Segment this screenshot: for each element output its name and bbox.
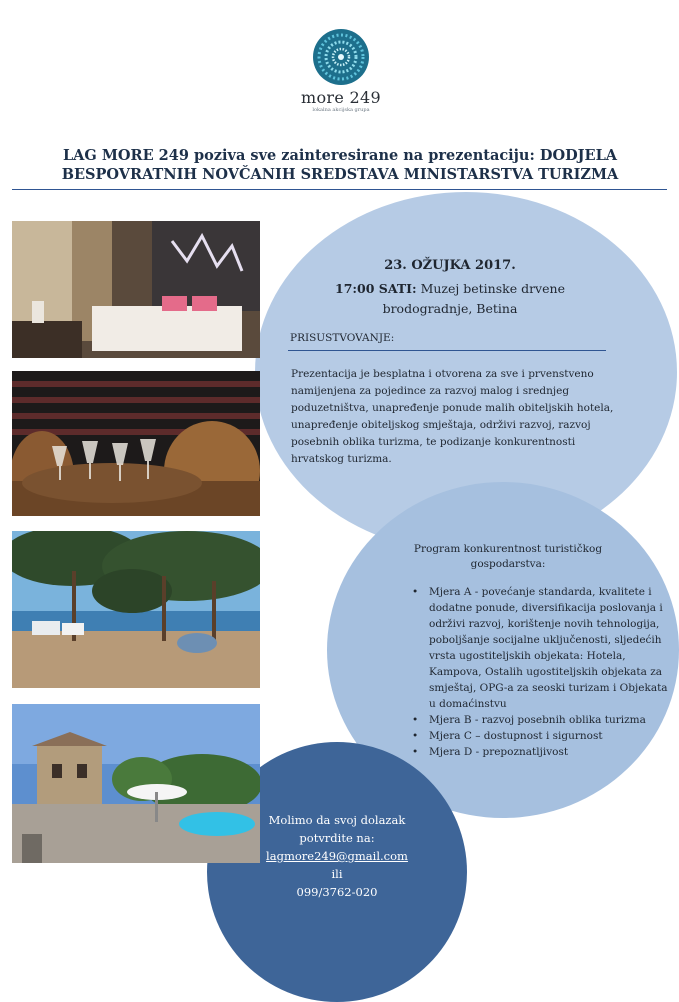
list-item: • Mjera A - povećanje standarda, kvalitete i dodatne ponude, diversifikacija poslovanja i održivi razvoj, korištenje novih tehnologija, poboljšanje socijalne uključenosti, sljedećih vrsta ugostiteljskih objekata: Hotela, Kampova, Ostalih ugostiteljskih objekata za smještaj, OPG-a za seoski turizam i Objekata u domaćinstvu <box>412 584 674 712</box>
event-location-line-2: brodogradnje, Betina <box>382 301 518 316</box>
title-line-2: BESPOVRATNIH NOVČANIH SREDSTAVA MINISTARSTVA TURIZMA <box>61 166 619 183</box>
rsvp-email-link[interactable]: lagmore249@gmail.com <box>266 849 408 863</box>
camping-photo <box>12 531 260 688</box>
title-divider <box>12 189 667 190</box>
program-list <box>412 584 674 760</box>
rsvp-line-1: Molimo da svoj dolazak <box>268 813 406 827</box>
villa-pool-photo <box>12 704 260 863</box>
rsvp-line-2: potvrdite na: <box>299 831 375 845</box>
attendance-divider <box>288 350 606 351</box>
title-line-1: LAG MORE 249 poziva sve zainteresirane na prezentaciju: DODJELA <box>62 147 618 164</box>
attendance-text: Prezentacija je besplatna i otvorena za sve i prvenstveno namijenjena za pojedince za razvoj malog i srednjeg poduzetništva, unapređenje ponude malih obiteljskih hotela, unapređenje obiteljskog smještaja, održivi razvoj, razvoj posebnih oblika turizma, te podizanje konkurentnosti hrvatskog turizma. <box>291 368 614 465</box>
event-location <box>300 279 600 319</box>
logo-subtitle: lokalna akcijska grupa <box>312 107 370 113</box>
list-item: • Mjera D - prepoznatljivost <box>412 744 674 760</box>
event-location-line-1: Muzej betinske drvene <box>416 281 565 296</box>
rsvp-or: ili <box>331 867 343 881</box>
wine-cellar-photo <box>12 371 260 516</box>
event-time: 17:00 SATI: <box>335 281 417 296</box>
event-date: 23. OŽUJKA 2017. <box>384 258 516 273</box>
rsvp-phone: 099/3762-020 <box>296 885 378 899</box>
page-title <box>20 146 660 184</box>
sea-urchin-logo-icon <box>312 28 370 86</box>
logo <box>291 28 391 113</box>
program-title: Program konkurentnost turističkog gospodarstva: <box>413 543 603 570</box>
list-item: • Mjera C – dostupnost i sigurnost <box>412 728 674 744</box>
logo-name: more 249 <box>301 88 381 107</box>
list-item: • Mjera B - razvoj posebnih oblika turizma <box>412 712 674 728</box>
rsvp-block <box>232 811 442 901</box>
attendance-heading: PRISUSTVOVANJE: <box>290 332 395 344</box>
hotel-room-photo <box>12 221 260 358</box>
